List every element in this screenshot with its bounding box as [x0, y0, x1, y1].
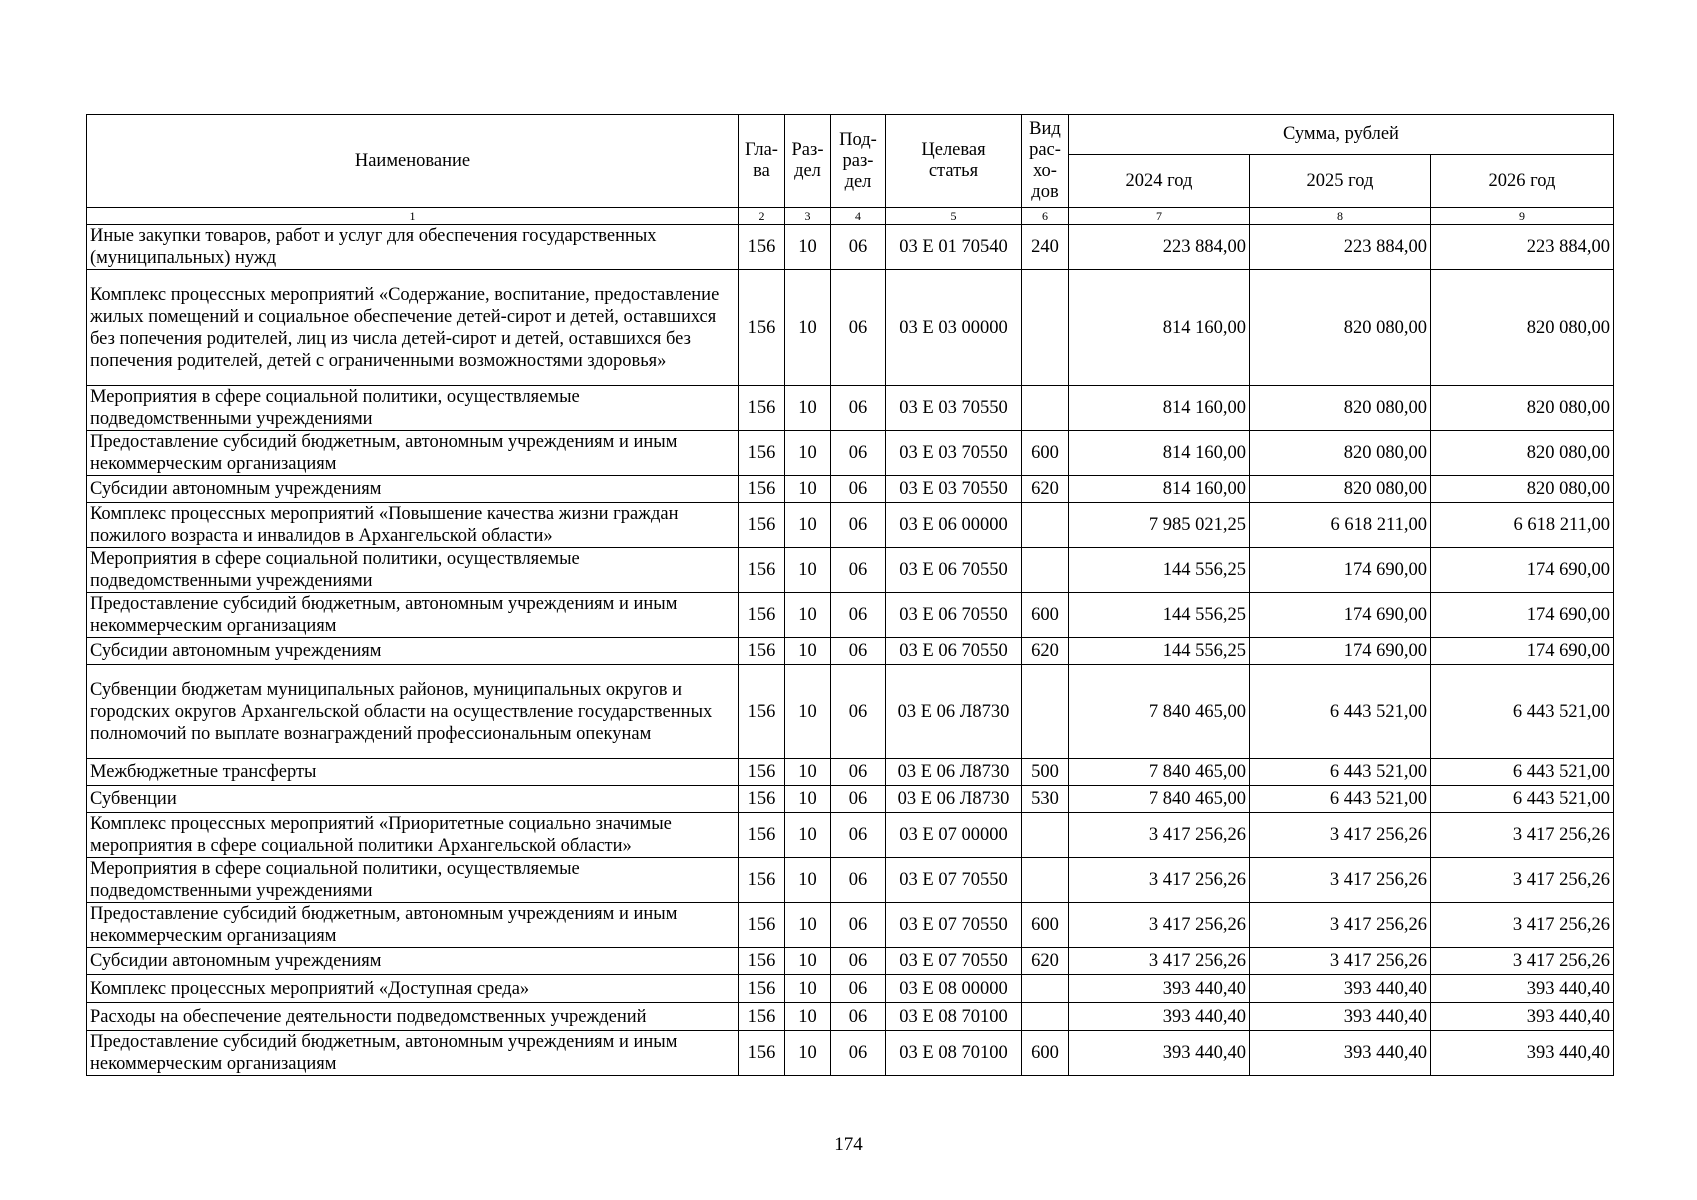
cell-razdel: 10: [785, 503, 831, 548]
cell-sum-2025: 6 443 521,00: [1250, 759, 1431, 786]
cell-glava: 156: [739, 1003, 785, 1031]
cell-name: Комплекс процессных мероприятий «Содержание, воспитание, предоставление жилых помещений и социальное обеспечение детей-сирот и детей, оставшихся без попечения родителей, лиц из числа детей-сирот и детей, оставшихся без попечения родителей, детей с ограниченными возможностями здоровья»: [87, 270, 739, 386]
cell-celevaya-statya: 03 Е 06 Л8730: [886, 759, 1022, 786]
column-number: 1: [87, 208, 739, 225]
cell-glava: 156: [739, 813, 785, 858]
table-row: [87, 813, 1614, 858]
cell-sum-2026: 820 080,00: [1431, 270, 1614, 386]
cell-sum-2024: 144 556,25: [1069, 548, 1250, 593]
cell-sum-2026: 820 080,00: [1431, 476, 1614, 503]
header-razdel-text: Раз- дел: [791, 140, 824, 181]
cell-celevaya-statya: 03 Е 07 00000: [886, 813, 1022, 858]
header-podrazdel-text: Под- раз- дел: [839, 129, 877, 192]
cell-vid-rashodov: 600: [1022, 1031, 1069, 1076]
cell-sum-2025: 6 618 211,00: [1250, 503, 1431, 548]
cell-sum-2026: 3 417 256,26: [1431, 813, 1614, 858]
cell-sum-2024: 7 840 465,00: [1069, 786, 1250, 813]
cell-razdel: 10: [785, 593, 831, 638]
cell-podrazdel: 06: [831, 431, 886, 476]
cell-name: Субвенции: [87, 786, 739, 813]
cell-podrazdel: 06: [831, 665, 886, 759]
cell-sum-2024: 144 556,25: [1069, 638, 1250, 665]
cell-glava: 156: [739, 386, 785, 431]
cell-vid-rashodov: [1022, 270, 1069, 386]
table-row: [87, 903, 1614, 948]
cell-sum-2025: 6 443 521,00: [1250, 665, 1431, 759]
cell-sum-2024: 814 160,00: [1069, 476, 1250, 503]
cell-sum-2026: 393 440,40: [1431, 975, 1614, 1003]
cell-sum-2024: 393 440,40: [1069, 1031, 1250, 1076]
cell-celevaya-statya: 03 Е 07 70550: [886, 903, 1022, 948]
cell-name: Предоставление субсидий бюджетным, автономным учреждениям и иным некоммерческим организациям: [87, 1031, 739, 1076]
cell-celevaya-statya: 03 Е 01 70540: [886, 225, 1022, 270]
cell-name: Расходы на обеспечение деятельности подведомственных учреждений: [87, 1003, 739, 1031]
cell-name: Иные закупки товаров, работ и услуг для обеспечения государственных (муниципальных) нужд: [87, 225, 739, 270]
cell-sum-2025: 223 884,00: [1250, 225, 1431, 270]
cell-razdel: 10: [785, 476, 831, 503]
cell-sum-2026: 6 443 521,00: [1431, 759, 1614, 786]
cell-glava: 156: [739, 759, 785, 786]
cell-razdel: 10: [785, 813, 831, 858]
cell-podrazdel: 06: [831, 503, 886, 548]
cell-celevaya-statya: 03 Е 06 Л8730: [886, 786, 1022, 813]
table-row: [87, 270, 1614, 386]
cell-name: Мероприятия в сфере социальной политики, осуществляемые подведомственными учреждениями: [87, 548, 739, 593]
column-number: 4: [831, 208, 886, 225]
cell-glava: 156: [739, 225, 785, 270]
cell-razdel: 10: [785, 225, 831, 270]
header-vid-text: Вид рас- хо- дов: [1029, 119, 1061, 202]
column-number: 8: [1250, 208, 1431, 225]
cell-vid-rashodov: [1022, 813, 1069, 858]
cell-sum-2024: 7 840 465,00: [1069, 665, 1250, 759]
cell-celevaya-statya: 03 Е 03 70550: [886, 476, 1022, 503]
cell-sum-2024: 3 417 256,26: [1069, 948, 1250, 975]
cell-celevaya-statya: 03 Е 08 00000: [886, 975, 1022, 1003]
cell-sum-2026: 174 690,00: [1431, 593, 1614, 638]
cell-sum-2024: 393 440,40: [1069, 975, 1250, 1003]
cell-podrazdel: 06: [831, 975, 886, 1003]
cell-sum-2024: 814 160,00: [1069, 431, 1250, 476]
cell-sum-2026: 3 417 256,26: [1431, 858, 1614, 903]
cell-sum-2026: 174 690,00: [1431, 638, 1614, 665]
cell-glava: 156: [739, 975, 785, 1003]
cell-vid-rashodov: [1022, 975, 1069, 1003]
cell-sum-2024: 3 417 256,26: [1069, 813, 1250, 858]
cell-glava: 156: [739, 548, 785, 593]
cell-celevaya-statya: 03 Е 07 70550: [886, 948, 1022, 975]
cell-glava: 156: [739, 476, 785, 503]
cell-glava: 156: [739, 948, 785, 975]
cell-name: Предоставление субсидий бюджетным, автономным учреждениям и иным некоммерческим организациям: [87, 903, 739, 948]
cell-sum-2024: 814 160,00: [1069, 270, 1250, 386]
cell-razdel: 10: [785, 548, 831, 593]
cell-glava: 156: [739, 431, 785, 476]
cell-sum-2024: 393 440,40: [1069, 1003, 1250, 1031]
cell-name: Субсидии автономным учреждениям: [87, 638, 739, 665]
table-row: [87, 975, 1614, 1003]
cell-vid-rashodov: 530: [1022, 786, 1069, 813]
cell-vid-rashodov: 620: [1022, 948, 1069, 975]
cell-sum-2025: 174 690,00: [1250, 638, 1431, 665]
cell-podrazdel: 06: [831, 270, 886, 386]
table-row: [87, 786, 1614, 813]
cell-sum-2025: 393 440,40: [1250, 975, 1431, 1003]
cell-sum-2024: 223 884,00: [1069, 225, 1250, 270]
cell-sum-2024: 7 985 021,25: [1069, 503, 1250, 548]
table-row: [87, 593, 1614, 638]
cell-razdel: 10: [785, 858, 831, 903]
cell-glava: 156: [739, 270, 785, 386]
cell-name: Субвенции бюджетам муниципальных районов, муниципальных округов и городских округов Архангельской области на осуществление государственных полномочий по выплате вознаграждений профессиональным опекунам: [87, 665, 739, 759]
cell-sum-2024: 3 417 256,26: [1069, 903, 1250, 948]
cell-sum-2025: 3 417 256,26: [1250, 903, 1431, 948]
cell-glava: 156: [739, 903, 785, 948]
cell-podrazdel: 06: [831, 858, 886, 903]
cell-sum-2026: 6 443 521,00: [1431, 786, 1614, 813]
cell-podrazdel: 06: [831, 548, 886, 593]
cell-sum-2025: 820 080,00: [1250, 270, 1431, 386]
cell-vid-rashodov: 620: [1022, 638, 1069, 665]
header-razdel: [785, 115, 831, 208]
cell-sum-2026: 174 690,00: [1431, 548, 1614, 593]
cell-podrazdel: 06: [831, 225, 886, 270]
table-body: [87, 225, 1614, 1076]
cell-sum-2026: 393 440,40: [1431, 1031, 1614, 1076]
cell-podrazdel: 06: [831, 813, 886, 858]
header-2026: 2026 год: [1431, 155, 1614, 208]
header-podrazdel: [831, 115, 886, 208]
cell-celevaya-statya: 03 Е 06 70550: [886, 638, 1022, 665]
cell-name: Межбюджетные трансферты: [87, 759, 739, 786]
cell-sum-2025: 820 080,00: [1250, 476, 1431, 503]
cell-name: Комплекс процессных мероприятий «Повышение качества жизни граждан пожилого возраста и инвалидов в Архангельской области»: [87, 503, 739, 548]
cell-vid-rashodov: 500: [1022, 759, 1069, 786]
table-row: [87, 386, 1614, 431]
header-glava-text: Гла- ва: [745, 140, 778, 181]
table-row: [87, 665, 1614, 759]
cell-sum-2025: 3 417 256,26: [1250, 948, 1431, 975]
cell-vid-rashodov: [1022, 665, 1069, 759]
header-2025: 2025 год: [1250, 155, 1431, 208]
cell-vid-rashodov: [1022, 386, 1069, 431]
cell-sum-2024: 3 417 256,26: [1069, 858, 1250, 903]
cell-sum-2025: 820 080,00: [1250, 431, 1431, 476]
table-row: [87, 476, 1614, 503]
cell-celevaya-statya: 03 Е 06 Л8730: [886, 665, 1022, 759]
table-row: [87, 759, 1614, 786]
column-number: 2: [739, 208, 785, 225]
cell-sum-2026: 820 080,00: [1431, 431, 1614, 476]
table-row: [87, 1003, 1614, 1031]
cell-sum-2025: 820 080,00: [1250, 386, 1431, 431]
cell-razdel: 10: [785, 1031, 831, 1076]
cell-celevaya-statya: 03 Е 08 70100: [886, 1003, 1022, 1031]
table-row: [87, 503, 1614, 548]
cell-sum-2025: 393 440,40: [1250, 1031, 1431, 1076]
header-2024: 2024 год: [1069, 155, 1250, 208]
cell-sum-2025: 3 417 256,26: [1250, 813, 1431, 858]
cell-sum-2026: 6 618 211,00: [1431, 503, 1614, 548]
cell-vid-rashodov: 600: [1022, 431, 1069, 476]
cell-vid-rashodov: 240: [1022, 225, 1069, 270]
cell-glava: 156: [739, 638, 785, 665]
cell-name: Предоставление субсидий бюджетным, автономным учреждениям и иным некоммерческим организациям: [87, 431, 739, 476]
cell-name: Мероприятия в сфере социальной политики, осуществляемые подведомственными учреждениями: [87, 386, 739, 431]
cell-name: Комплекс процессных мероприятий «Приоритетные социально значимые мероприятия в сфере социальной политики Архангельской области»: [87, 813, 739, 858]
cell-podrazdel: 06: [831, 903, 886, 948]
cell-podrazdel: 06: [831, 1031, 886, 1076]
table-row: [87, 948, 1614, 975]
cell-podrazdel: 06: [831, 759, 886, 786]
cell-razdel: 10: [785, 431, 831, 476]
table-row: [87, 225, 1614, 270]
cell-glava: 156: [739, 786, 785, 813]
cell-name: Субсидии автономным учреждениям: [87, 476, 739, 503]
cell-podrazdel: 06: [831, 593, 886, 638]
table-row: [87, 858, 1614, 903]
cell-celevaya-statya: 03 Е 03 00000: [886, 270, 1022, 386]
table-row: [87, 638, 1614, 665]
cell-razdel: 10: [785, 270, 831, 386]
cell-vid-rashodov: 600: [1022, 903, 1069, 948]
cell-glava: 156: [739, 858, 785, 903]
cell-sum-2024: 7 840 465,00: [1069, 759, 1250, 786]
table-row: [87, 548, 1614, 593]
cell-celevaya-statya: 03 Е 06 70550: [886, 593, 1022, 638]
cell-razdel: 10: [785, 786, 831, 813]
cell-razdel: 10: [785, 1003, 831, 1031]
cell-glava: 156: [739, 503, 785, 548]
cell-vid-rashodov: 620: [1022, 476, 1069, 503]
cell-sum-2025: 3 417 256,26: [1250, 858, 1431, 903]
cell-sum-2024: 814 160,00: [1069, 386, 1250, 431]
cell-celevaya-statya: 03 Е 06 00000: [886, 503, 1022, 548]
cell-sum-2026: 393 440,40: [1431, 1003, 1614, 1031]
cell-name: Комплекс процессных мероприятий «Доступная среда»: [87, 975, 739, 1003]
cell-celevaya-statya: 03 Е 03 70550: [886, 431, 1022, 476]
cell-podrazdel: 06: [831, 948, 886, 975]
cell-name: Мероприятия в сфере социальной политики, осуществляемые подведомственными учреждениями: [87, 858, 739, 903]
cell-glava: 156: [739, 593, 785, 638]
column-numbers-row: [87, 208, 1614, 225]
cell-vid-rashodov: 600: [1022, 593, 1069, 638]
cell-name: Субсидии автономным учреждениям: [87, 948, 739, 975]
cell-sum-2026: 3 417 256,26: [1431, 948, 1614, 975]
cell-vid-rashodov: [1022, 1003, 1069, 1031]
cell-razdel: 10: [785, 903, 831, 948]
cell-podrazdel: 06: [831, 476, 886, 503]
cell-glava: 156: [739, 665, 785, 759]
column-number: 5: [886, 208, 1022, 225]
cell-sum-2025: 393 440,40: [1250, 1003, 1431, 1031]
table-header: [87, 115, 1614, 225]
cell-celevaya-statya: 03 Е 08 70100: [886, 1031, 1022, 1076]
cell-podrazdel: 06: [831, 386, 886, 431]
column-number: 7: [1069, 208, 1250, 225]
cell-podrazdel: 06: [831, 1003, 886, 1031]
column-number: 9: [1431, 208, 1614, 225]
cell-sum-2025: 6 443 521,00: [1250, 786, 1431, 813]
column-number: 3: [785, 208, 831, 225]
cell-razdel: 10: [785, 386, 831, 431]
header-summa: Сумма, рублей: [1069, 115, 1614, 155]
header-celevaya-statya: [886, 115, 1022, 208]
cell-vid-rashodov: [1022, 858, 1069, 903]
cell-sum-2026: 3 417 256,26: [1431, 903, 1614, 948]
cell-sum-2024: 144 556,25: [1069, 593, 1250, 638]
cell-razdel: 10: [785, 665, 831, 759]
cell-podrazdel: 06: [831, 786, 886, 813]
cell-vid-rashodov: [1022, 548, 1069, 593]
cell-razdel: 10: [785, 975, 831, 1003]
cell-celevaya-statya: 03 Е 06 70550: [886, 548, 1022, 593]
header-vid-rashodov: [1022, 115, 1069, 208]
page-number: 174: [834, 1134, 863, 1155]
header-celevaya-text: Целевая статья: [921, 140, 986, 181]
cell-sum-2026: 820 080,00: [1431, 386, 1614, 431]
cell-sum-2025: 174 690,00: [1250, 593, 1431, 638]
table-row: [87, 1031, 1614, 1076]
cell-vid-rashodov: [1022, 503, 1069, 548]
cell-razdel: 10: [785, 759, 831, 786]
header-glava: [739, 115, 785, 208]
cell-glava: 156: [739, 1031, 785, 1076]
budget-table: [86, 114, 1614, 1076]
cell-razdel: 10: [785, 948, 831, 975]
cell-sum-2026: 223 884,00: [1431, 225, 1614, 270]
column-number: 6: [1022, 208, 1069, 225]
cell-celevaya-statya: 03 Е 03 70550: [886, 386, 1022, 431]
cell-celevaya-statya: 03 Е 07 70550: [886, 858, 1022, 903]
cell-sum-2025: 174 690,00: [1250, 548, 1431, 593]
cell-razdel: 10: [785, 638, 831, 665]
table-row: [87, 431, 1614, 476]
cell-sum-2026: 6 443 521,00: [1431, 665, 1614, 759]
cell-name: Предоставление субсидий бюджетным, автономным учреждениям и иным некоммерческим организациям: [87, 593, 739, 638]
header-name: Наименование: [87, 115, 739, 208]
cell-podrazdel: 06: [831, 638, 886, 665]
